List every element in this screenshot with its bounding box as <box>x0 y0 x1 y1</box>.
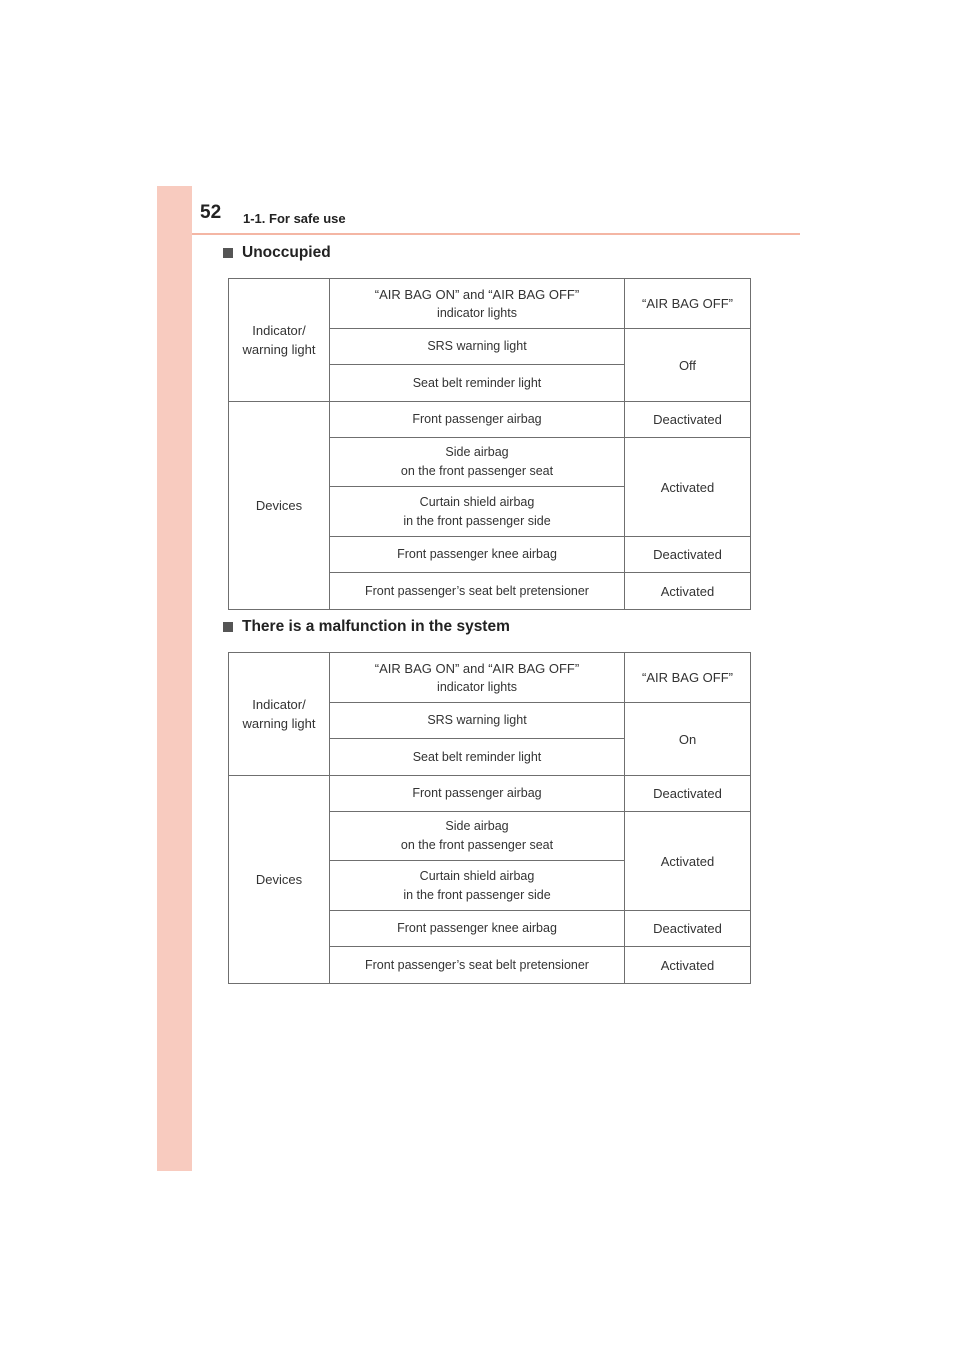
heading-text: There is a malfunction in the system <box>242 618 510 635</box>
side-airbag-label: Side airbag on the front passenger seat <box>330 812 625 861</box>
knee-airbag-label: Front passenger knee airbag <box>330 537 625 573</box>
curtain-shield-airbag-label: Curtain shield airbag in the front passenger side <box>330 861 625 911</box>
front-passenger-airbag-label: Front passenger airbag <box>330 776 625 812</box>
devices-label-cell: Devices <box>229 776 330 984</box>
curtain-shield-airbag-label: Curtain shield airbag in the front passenger side <box>330 487 625 537</box>
seat-belt-reminder-label: Seat belt reminder light <box>330 365 625 402</box>
knee-airbag-value: Deactivated <box>625 537 751 573</box>
srs-warning-light-label: SRS warning light <box>330 703 625 739</box>
page-number: 52 <box>200 202 222 223</box>
side-airbag-label: Side airbag on the front passenger seat <box>330 438 625 487</box>
srs-warning-light-label: SRS warning light <box>330 329 625 365</box>
devices-label-cell: Devices <box>229 402 330 610</box>
seat-belt-pretensioner-value: Activated <box>625 573 751 610</box>
lights-status-value: On <box>625 703 751 776</box>
front-passenger-airbag-value: Deactivated <box>625 776 751 812</box>
indicator-lights-header: “AIR BAG ON” and “AIR BAG OFF” indicator lights <box>330 279 625 329</box>
side-curtain-airbag-value: Activated <box>625 438 751 537</box>
section-heading-malfunction <box>223 618 510 636</box>
air-bag-off-value: “AIR BAG OFF” <box>625 653 751 703</box>
front-passenger-airbag-label: Front passenger airbag <box>330 402 625 438</box>
seat-belt-pretensioner-label: Front passenger’s seat belt pretensioner <box>330 573 625 610</box>
bullet-square-icon <box>223 622 233 632</box>
seat-belt-pretensioner-label: Front passenger’s seat belt pretensioner <box>330 947 625 984</box>
status-table-unoccupied <box>228 278 751 610</box>
lights-status-value: Off <box>625 329 751 402</box>
indicator-label-cell: Indicator/ warning light <box>229 653 330 776</box>
heading-text: Unoccupied <box>242 244 331 261</box>
seat-belt-pretensioner-value: Activated <box>625 947 751 984</box>
section-heading-unoccupied <box>223 244 331 262</box>
air-bag-off-value: “AIR BAG OFF” <box>625 279 751 329</box>
seat-belt-reminder-label: Seat belt reminder light <box>330 739 625 776</box>
side-curtain-airbag-value: Activated <box>625 812 751 911</box>
header-rule <box>192 233 800 235</box>
indicator-lights-header: “AIR BAG ON” and “AIR BAG OFF” indicator lights <box>330 653 625 703</box>
bullet-square-icon <box>223 248 233 258</box>
indicator-label-cell: Indicator/ warning light <box>229 279 330 402</box>
knee-airbag-value: Deactivated <box>625 911 751 947</box>
section-title: 1-1. For safe use <box>243 211 346 226</box>
knee-airbag-label: Front passenger knee airbag <box>330 911 625 947</box>
status-table-malfunction <box>228 652 751 984</box>
side-color-band <box>157 186 192 1171</box>
front-passenger-airbag-value: Deactivated <box>625 402 751 438</box>
